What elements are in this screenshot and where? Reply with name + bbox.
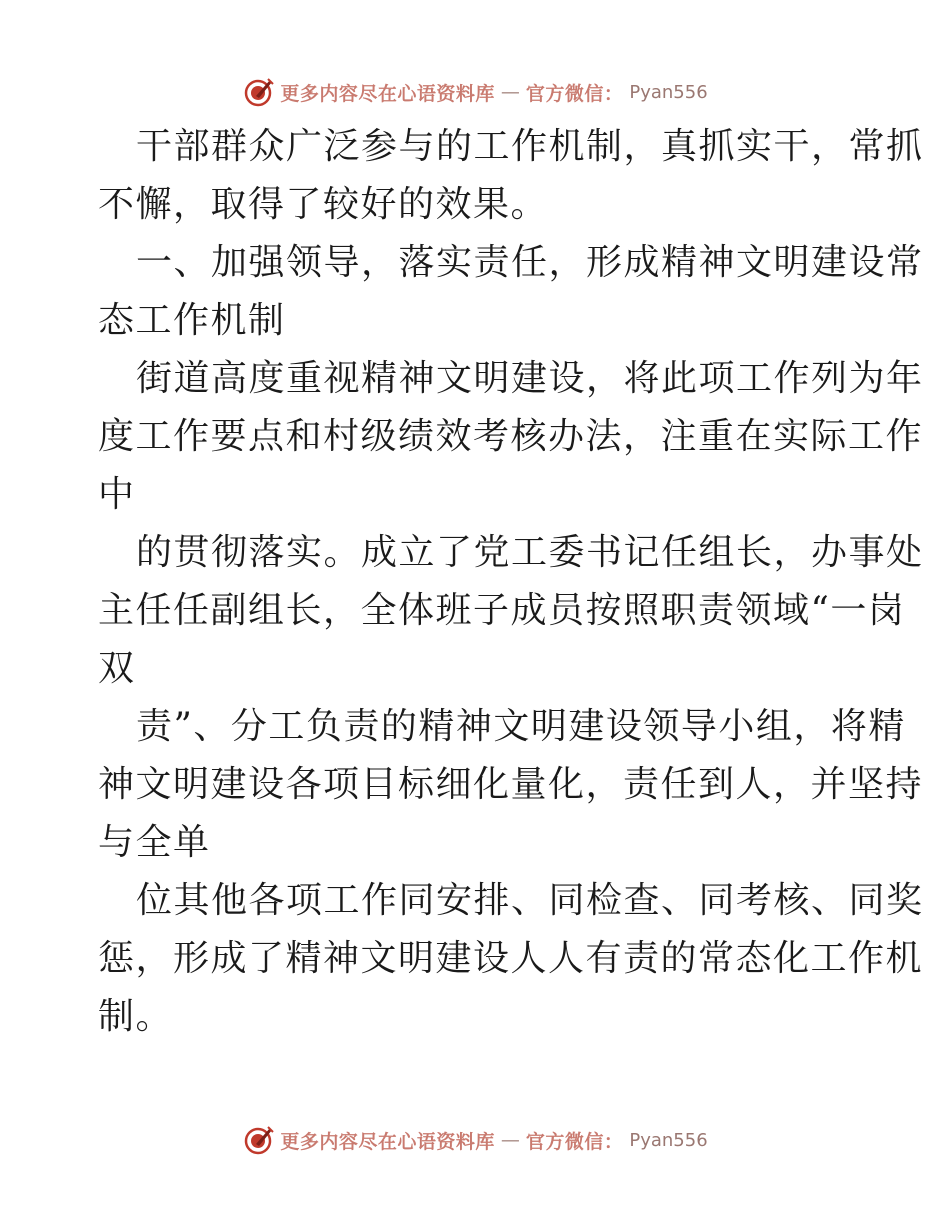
- watermark-wechat-id: Pyan556: [629, 81, 708, 103]
- header-watermark: [0, 72, 950, 112]
- body-line: 中: [98, 474, 136, 515]
- watermark-site-text: 更多内容尽在心语资料库: [280, 1130, 495, 1153]
- document-body: [98, 118, 924, 1046]
- body-line: 主任任副组长，全体班子成员按照职责领域“一岗: [98, 590, 906, 631]
- section-heading-line: 态工作机制: [98, 300, 286, 341]
- body-line: 双: [98, 648, 136, 689]
- watermark-wechat-id: Pyan556: [629, 1129, 708, 1151]
- body-line: 街道高度重视精神文明建设，将此项工作列为年: [136, 358, 924, 399]
- watermark-separator: —: [500, 1129, 520, 1151]
- body-line: 惩，形成了精神文明建设人人有责的常态化工作机: [98, 938, 924, 979]
- body-line: 的贯彻落实。成立了党工委书记任组长，办事处: [136, 532, 924, 573]
- body-line: 与全单: [98, 822, 211, 863]
- body-line: 位其他各项工作同安排、同检查、同考核、同奖: [136, 880, 924, 921]
- watermark-wechat-label: 官方微信：: [525, 1130, 624, 1153]
- watermark-wechat-label: 官方微信：: [525, 82, 624, 105]
- quill-emblem-icon: [242, 76, 274, 108]
- body-line: 干部群众广泛参与的工作机制，真抓实干，常抓: [136, 126, 924, 167]
- watermark-separator: —: [500, 81, 520, 103]
- body-line: 神文明建设各项目标细化量化，责任到人，并坚持: [98, 764, 924, 805]
- body-line: 度工作要点和村级绩效考核办法，注重在实际工作: [98, 416, 924, 457]
- footer-watermark: [0, 1120, 950, 1160]
- body-line: 制。: [98, 996, 174, 1037]
- body-line: 责”、分工负责的精神文明建设领导小组，将精: [136, 706, 906, 747]
- section-heading-line: 一、加强领导，落实责任，形成精神文明建设常: [136, 242, 924, 283]
- quill-emblem-icon: [242, 1124, 274, 1156]
- watermark-site-text: 更多内容尽在心语资料库: [280, 82, 495, 105]
- body-line: 不懈，取得了较好的效果。: [98, 184, 549, 225]
